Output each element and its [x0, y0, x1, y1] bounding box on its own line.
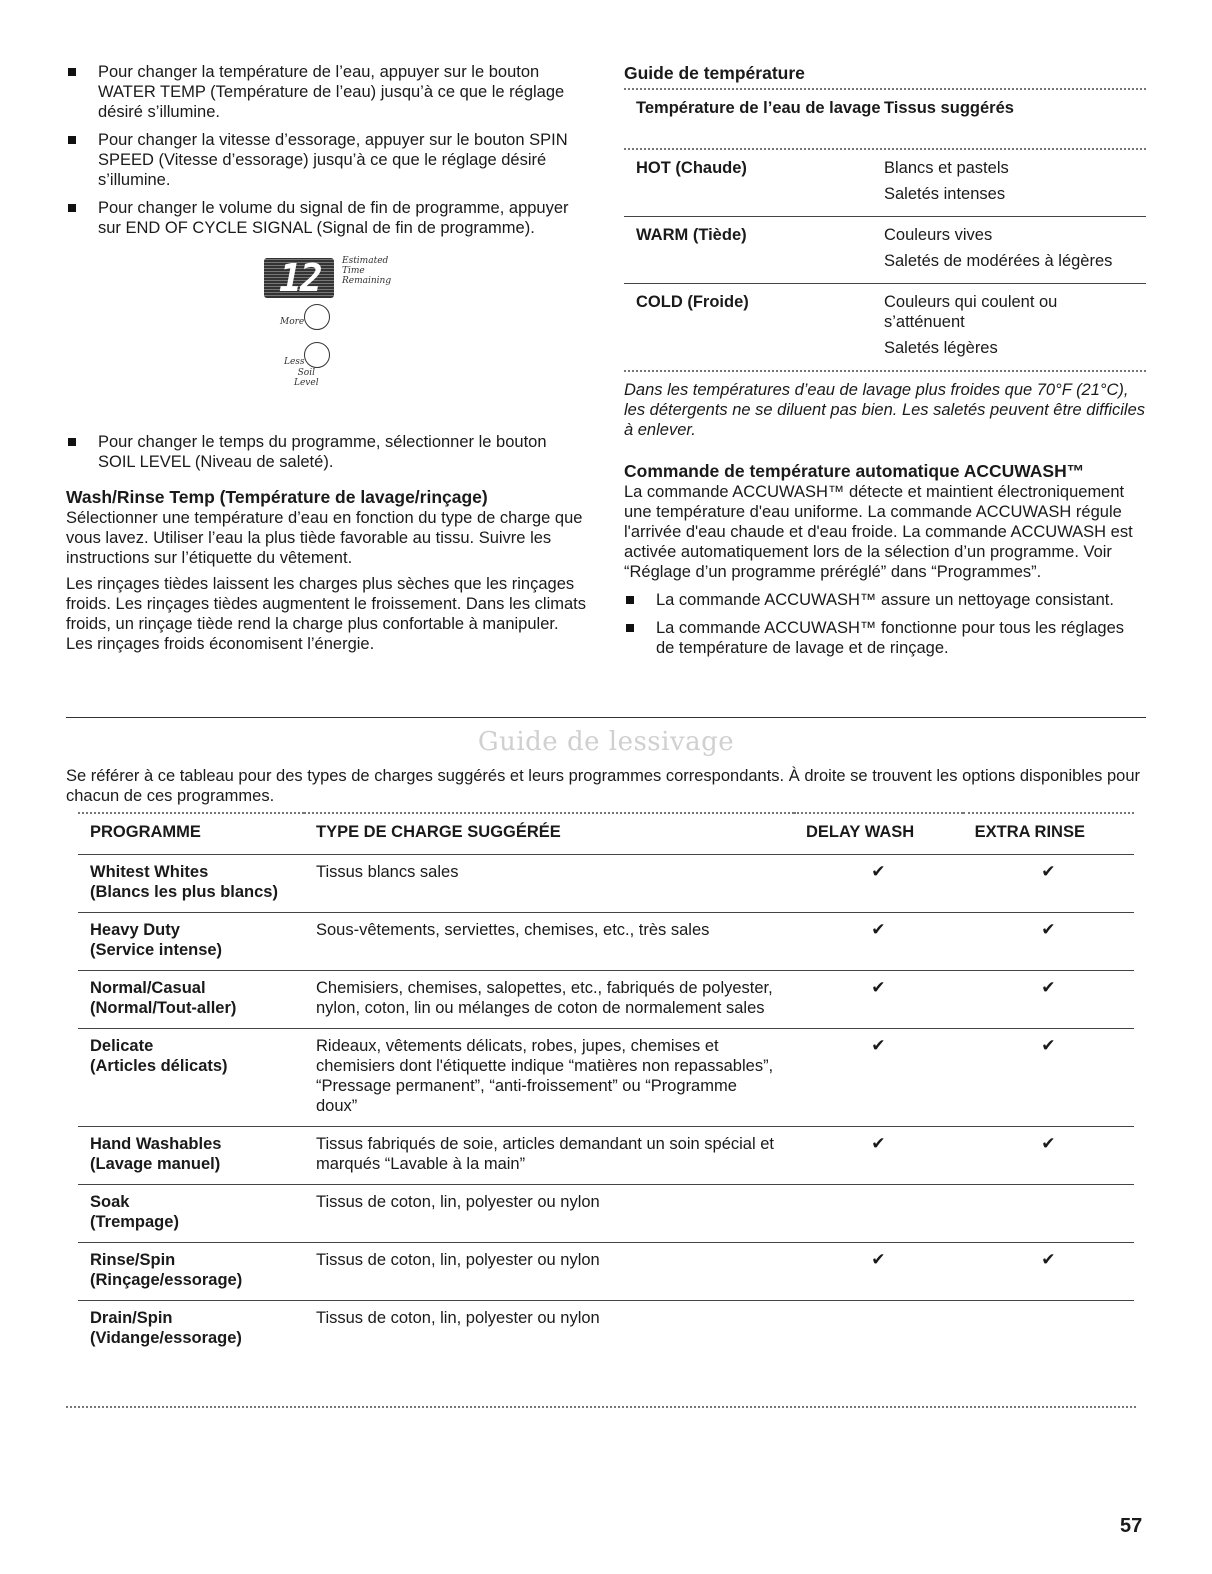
right-column: [624, 62, 1146, 666]
table-row: Hand Washables (Lavage manuel) Tissus fabriqués de soie, articles demandant un soin spécial et marqués “Lavable à la main” ✔ ✔: [78, 1127, 1134, 1185]
table-row: Drain/Spin (Vidange/essorage) Tissus de coton, lin, polyester ou nylon: [78, 1301, 1134, 1359]
bullet-water-temp: Pour changer la température de l’eau, appuyer sur le bouton WATER TEMP (Température de l’eau) jusqu’à ce que le réglage désiré s’illumine.: [66, 62, 586, 122]
table-row: Whitest Whites (Blancs les plus blancs) Tissus blancs sales ✔ ✔: [78, 855, 1134, 913]
check-icon: ✔: [871, 920, 886, 940]
temp-row-cold: COLD (Froide) Couleurs qui coulent ou s’atténuent Saletés légères: [636, 293, 1058, 357]
check-icon: ✔: [1041, 1134, 1056, 1154]
table-row: Normal/Casual (Normal/Tout-aller) Chemisiers, chemises, salopettes, etc., fabriqués de polyester, nylon, coton, lin ou mélanges de coton de normalement sales ✔ ✔: [78, 971, 1134, 1029]
check-icon: ✔: [1041, 862, 1056, 882]
check-icon: ✔: [871, 862, 886, 882]
table-row: Rinse/Spin (Rinçage/essorage) Tissus de coton, lin, polyester ou nylon ✔ ✔: [78, 1243, 1134, 1301]
laundry-guide-intro: Se référer à ce tableau pour des types de charges suggérés et leurs programmes correspondants. À droite se trouvent les options disponibles pour chacun de ces programmes.: [66, 767, 1141, 805]
temp-row-hot: HOT (Chaude) Blancs et pastels Saletés intenses: [624, 150, 1146, 217]
check-icon: ✔: [1041, 978, 1056, 998]
col-fabrics: Tissus suggérés: [884, 99, 1014, 117]
bullet-end-signal: Pour changer le volume du signal de fin de programme, appuyer sur END OF CYCLE SIGNAL (Signal de fin de programme).: [66, 198, 586, 238]
soil-level-label: Soil Level: [294, 368, 319, 388]
accuwash-paragraph: La commande ACCUWASH™ détecte et maintient électroniquement une température d'eau uniforme. La commande ACCUWASH régule l'arrivée d'eau chaude et d'eau froide. La commande ACCUWASH est activée automatiquement lors de la sélection d’un programme. Voir “Réglage d’un programme préréglé” dans “Programmes”.: [624, 483, 1133, 581]
less-button-icon: [304, 342, 330, 368]
more-label: More: [280, 317, 305, 327]
accuwash-heading: Commande de température automatique ACCUWASH™: [624, 461, 1085, 481]
check-icon: ✔: [871, 1134, 886, 1154]
temp-note: Dans les températures d’eau de lavage plus froides que 70°F (21°C), les détergents ne se diluent pas bien. Les saletés peuvent être difficiles à enlever.: [624, 381, 1145, 439]
wash-rinse-paragraph-1: Sélectionner une température d’eau en fonction du type de charge que vous lavez. Utiliser l’eau la plus tiède favorable au tissu. Suivre les instructions sur l’étiquette du vêtement.: [66, 509, 583, 567]
table-header-row: [78, 813, 1134, 855]
check-icon: ✔: [871, 1036, 886, 1056]
check-icon: ✔: [1041, 920, 1056, 940]
temp-guide-heading: Guide de température: [624, 63, 805, 83]
check-icon: ✔: [871, 978, 886, 998]
display-digits: 12: [279, 256, 321, 300]
bullet-spin-speed: Pour changer la vitesse d’essorage, appuyer sur le bouton SPIN SPEED (Vitesse d’essorage) jusqu’à ce que le réglage désiré s’illumine.: [66, 130, 586, 190]
bullet-soil-level: Pour changer le temps du programme, sélectionner le bouton SOIL LEVEL (Niveau de saleté).: [66, 432, 586, 472]
divider: [624, 370, 1146, 372]
check-icon: ✔: [871, 1250, 886, 1270]
control-panel-illustration: [66, 246, 586, 422]
page-number: 57: [1120, 1515, 1143, 1537]
table-row: Soak (Trempage) Tissus de coton, lin, polyester ou nylon: [78, 1185, 1134, 1243]
wash-rinse-heading: Wash/Rinse Temp (Température de lavage/rinçage): [66, 487, 488, 507]
temp-row-warm: WARM (Tiède) Couleurs vives Saletés de modérées à légères: [624, 217, 1146, 284]
header-load-type: TYPE DE CHARGE SUGGÉRÉE: [316, 823, 561, 841]
check-icon: ✔: [1041, 1250, 1056, 1270]
left-column: [66, 62, 586, 660]
col-water-temp: Température de l’eau de lavage: [636, 99, 881, 117]
header-delay-wash: DELAY WASH: [806, 823, 915, 841]
check-icon: ✔: [1041, 1036, 1056, 1056]
table-bottom-divider: [66, 1406, 1136, 1408]
table-row: Heavy Duty (Service intense) Sous-vêtements, serviettes, chemises, etc., très sales ✔ ✔: [78, 913, 1134, 971]
table-row: Delicate (Articles délicats) Rideaux, vêtements délicats, robes, jupes, chemises et chemisiers dont l'étiquette indique “matières non repassables”, “Pressage permanent”, “anti-froissement” ou “Programme doux” ✔ ✔: [78, 1029, 1134, 1127]
header-extra-rinse: EXTRA RINSE: [974, 823, 1085, 841]
temp-guide-header: [624, 90, 1146, 148]
section-rule: [66, 717, 1146, 718]
accuwash-bullet-2: La commande ACCUWASH™ fonctionne pour tous les réglages de température de lavage et de rinçage.: [624, 618, 1146, 658]
accuwash-bullet-1: La commande ACCUWASH™ assure un nettoyage consistant.: [624, 590, 1146, 610]
laundry-guide-title: Guide de lessivage: [477, 727, 735, 757]
wash-rinse-paragraph-2: Les rinçages tièdes laissent les charges plus sèches que les rinçages froids. Les rinçages tièdes augmentent le froissement. Dans les climats froids, un rinçage tiède rend la charge plus confortable à manipuler. Les rinçages froids économisent l’énergie.: [66, 575, 586, 653]
estimated-time-label: Estimated Time Remaining: [342, 256, 392, 286]
header-program: PROGRAMME: [90, 823, 201, 841]
laundry-guide-table: [78, 812, 1134, 1358]
less-label: Less: [284, 357, 305, 367]
more-button-icon: [304, 304, 330, 330]
